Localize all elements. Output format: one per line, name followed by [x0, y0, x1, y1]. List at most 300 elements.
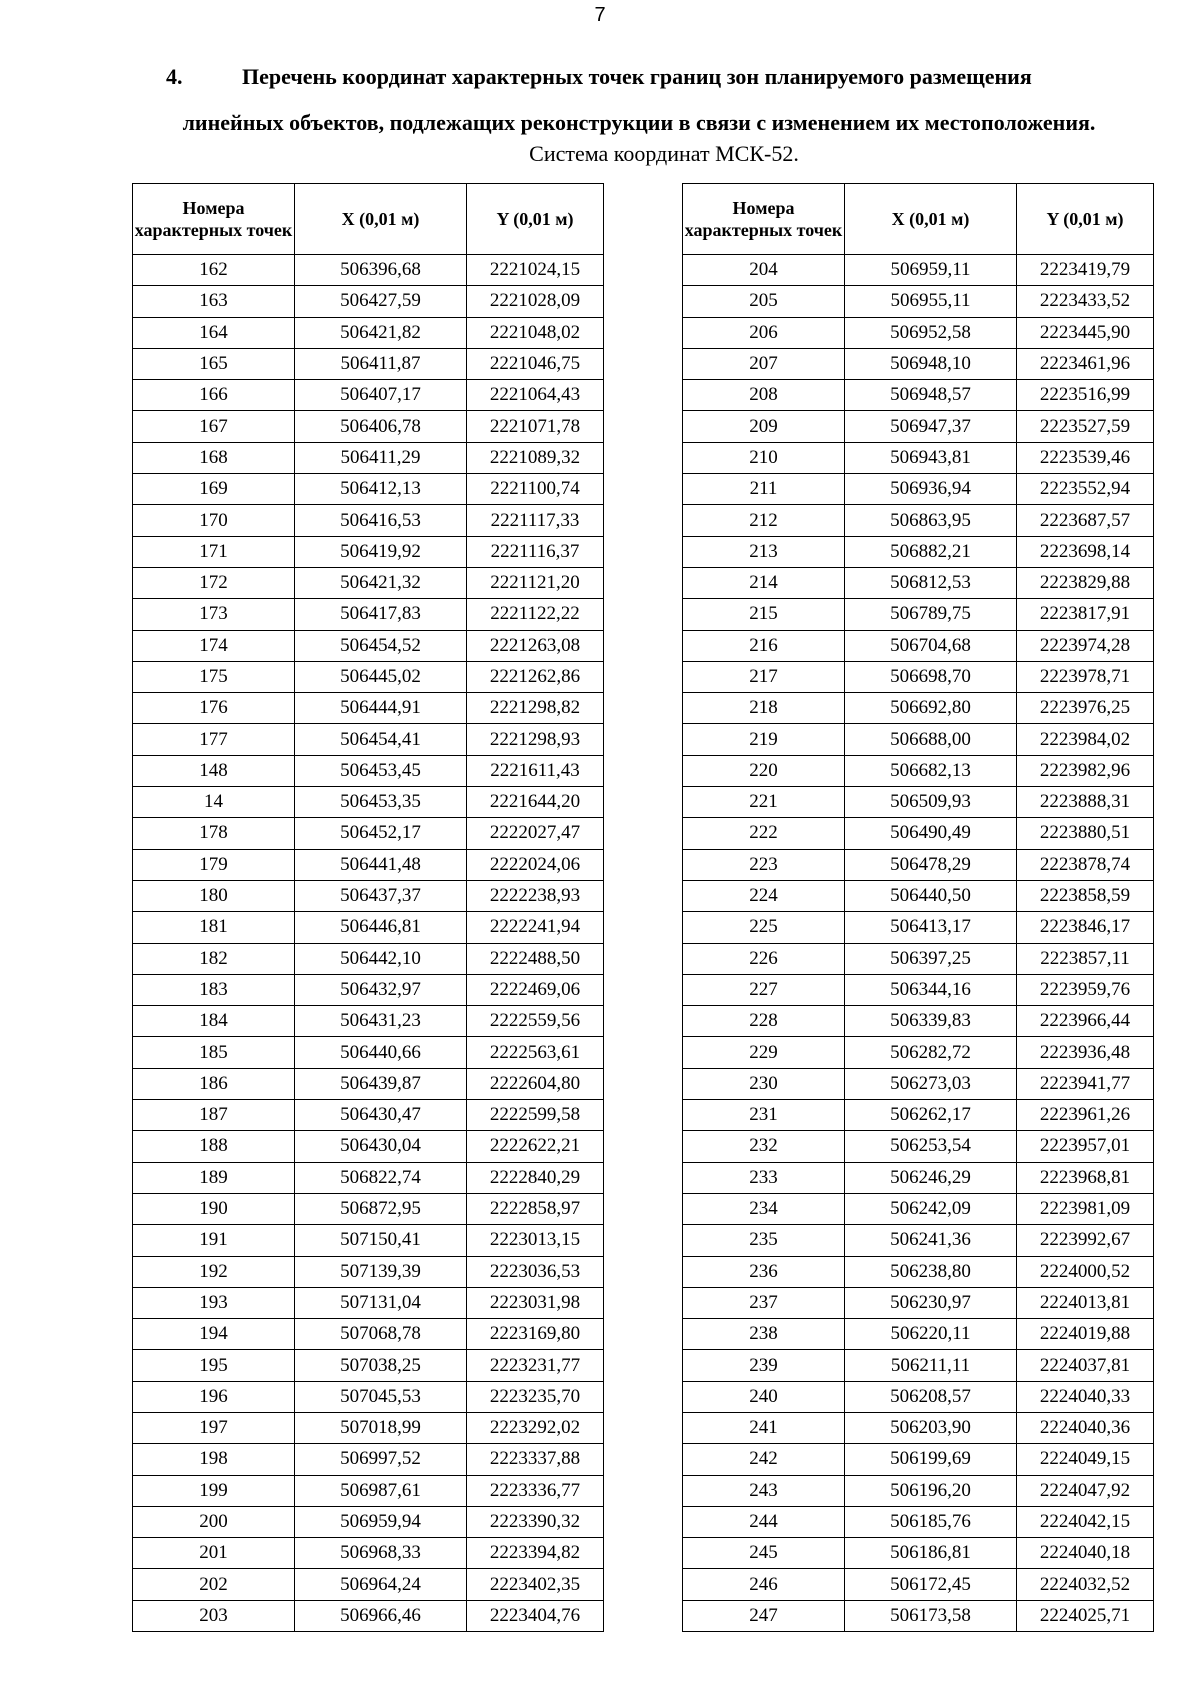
x-coordinate-cell: 506185,76: [845, 1506, 1017, 1537]
header-y: Y (0,01 м): [1017, 184, 1154, 255]
point-number-cell: 236: [683, 1256, 845, 1287]
x-coordinate-cell: 506421,82: [295, 317, 467, 348]
y-coordinate-cell: 2223539,46: [1017, 442, 1154, 473]
point-number-cell: 173: [133, 599, 295, 630]
y-coordinate-cell: 2223336,77: [467, 1475, 604, 1506]
point-number-cell: 169: [133, 474, 295, 505]
point-number-cell: 178: [133, 818, 295, 849]
x-coordinate-cell: 506242,09: [845, 1193, 1017, 1224]
table-row: [683, 880, 1154, 911]
y-coordinate-cell: 2224032,52: [1017, 1569, 1154, 1600]
y-coordinate-cell: 2223857,11: [1017, 943, 1154, 974]
table-row: [133, 661, 604, 692]
table-row: [133, 974, 604, 1005]
point-number-cell: 217: [683, 661, 845, 692]
y-coordinate-cell: 2222599,58: [467, 1100, 604, 1131]
point-number-cell: 221: [683, 787, 845, 818]
y-coordinate-cell: 2224019,88: [1017, 1319, 1154, 1350]
y-coordinate-cell: 2221028,09: [467, 286, 604, 317]
table-row: [133, 1037, 604, 1068]
y-coordinate-cell: 2223878,74: [1017, 849, 1154, 880]
y-coordinate-cell: 2223880,51: [1017, 818, 1154, 849]
point-number-cell: 235: [683, 1225, 845, 1256]
x-coordinate-cell: 506419,92: [295, 536, 467, 567]
point-number-cell: 242: [683, 1444, 845, 1475]
point-number-cell: 202: [133, 1569, 295, 1600]
point-number-cell: 193: [133, 1287, 295, 1318]
y-coordinate-cell: 2223231,77: [467, 1350, 604, 1381]
point-number-cell: 207: [683, 348, 845, 379]
x-coordinate-cell: 506453,45: [295, 755, 467, 786]
y-coordinate-cell: 2223402,35: [467, 1569, 604, 1600]
table-row: [683, 286, 1154, 317]
x-coordinate-cell: 506704,68: [845, 630, 1017, 661]
point-number-cell: 181: [133, 912, 295, 943]
table-row: [683, 1412, 1154, 1443]
table-row: [133, 286, 604, 317]
x-coordinate-cell: 506430,47: [295, 1100, 467, 1131]
x-coordinate-cell: 506427,59: [295, 286, 467, 317]
point-number-cell: 205: [683, 286, 845, 317]
x-coordinate-cell: 506692,80: [845, 693, 1017, 724]
table-row: [133, 1193, 604, 1224]
table-row: [133, 411, 604, 442]
y-coordinate-cell: 2224040,18: [1017, 1538, 1154, 1569]
point-number-cell: 229: [683, 1037, 845, 1068]
table-row: [133, 474, 604, 505]
y-coordinate-cell: 2221089,32: [467, 442, 604, 473]
x-coordinate-cell: 506943,81: [845, 442, 1017, 473]
point-number-cell: 187: [133, 1100, 295, 1131]
point-number-cell: 232: [683, 1131, 845, 1162]
x-coordinate-cell: 506955,11: [845, 286, 1017, 317]
x-coordinate-cell: 506947,37: [845, 411, 1017, 442]
x-coordinate-cell: 506430,04: [295, 1131, 467, 1162]
table-row: [133, 1538, 604, 1569]
coordinates-table-right: [682, 183, 1154, 1632]
table-row: [683, 1287, 1154, 1318]
point-number-cell: 168: [133, 442, 295, 473]
y-coordinate-cell: 2224037,81: [1017, 1350, 1154, 1381]
table-row: [133, 818, 604, 849]
x-coordinate-cell: 506246,29: [845, 1162, 1017, 1193]
x-coordinate-cell: 506199,69: [845, 1444, 1017, 1475]
point-number-cell: 179: [133, 849, 295, 880]
x-coordinate-cell: 506440,66: [295, 1037, 467, 1068]
y-coordinate-cell: 2223169,80: [467, 1319, 604, 1350]
table-row: [133, 348, 604, 379]
y-coordinate-cell: 2223013,15: [467, 1225, 604, 1256]
x-coordinate-cell: 507131,04: [295, 1287, 467, 1318]
y-coordinate-cell: 2223957,01: [1017, 1131, 1154, 1162]
table-row: [133, 1506, 604, 1537]
table-row: [683, 255, 1154, 286]
y-coordinate-cell: 2223959,76: [1017, 974, 1154, 1005]
table-row: [133, 1162, 604, 1193]
point-number-cell: 175: [133, 661, 295, 692]
y-coordinate-cell: 2223419,79: [1017, 255, 1154, 286]
x-coordinate-cell: 506440,50: [845, 880, 1017, 911]
y-coordinate-cell: 2221048,02: [467, 317, 604, 348]
table-row: [133, 880, 604, 911]
x-coordinate-cell: 506396,68: [295, 255, 467, 286]
table-row: [683, 1350, 1154, 1381]
table-row: [683, 1506, 1154, 1537]
point-number-cell: 216: [683, 630, 845, 661]
y-coordinate-cell: 2223961,26: [1017, 1100, 1154, 1131]
table-row: [683, 1569, 1154, 1600]
y-coordinate-cell: 2223445,90: [1017, 317, 1154, 348]
table-row: [683, 1444, 1154, 1475]
y-coordinate-cell: 2222238,93: [467, 880, 604, 911]
table-header-row: [683, 184, 1154, 255]
x-coordinate-cell: 506282,72: [845, 1037, 1017, 1068]
point-number-cell: 239: [683, 1350, 845, 1381]
point-number-cell: 182: [133, 943, 295, 974]
section-number: 4.: [166, 64, 183, 89]
point-number-cell: 237: [683, 1287, 845, 1318]
table-row: [133, 1350, 604, 1381]
y-coordinate-cell: 2223968,81: [1017, 1162, 1154, 1193]
table-row: [683, 536, 1154, 567]
table-header-row: [133, 184, 604, 255]
table-row: [683, 1600, 1154, 1631]
y-coordinate-cell: 2223829,88: [1017, 567, 1154, 598]
table-row: [683, 567, 1154, 598]
x-coordinate-cell: 507045,53: [295, 1381, 467, 1412]
header-point-numbers: Номера характерных точек: [683, 184, 845, 255]
table-row: [133, 912, 604, 943]
table-row: [683, 505, 1154, 536]
y-coordinate-cell: 2223390,32: [467, 1506, 604, 1537]
header-y: Y (0,01 м): [467, 184, 604, 255]
x-coordinate-cell: 506987,61: [295, 1475, 467, 1506]
y-coordinate-cell: 2223888,31: [1017, 787, 1154, 818]
x-coordinate-cell: 506208,57: [845, 1381, 1017, 1412]
x-coordinate-cell: 506439,87: [295, 1068, 467, 1099]
point-number-cell: 148: [133, 755, 295, 786]
y-coordinate-cell: 2221644,20: [467, 787, 604, 818]
point-number-cell: 245: [683, 1538, 845, 1569]
x-coordinate-cell: 506411,29: [295, 442, 467, 473]
point-number-cell: 227: [683, 974, 845, 1005]
table-row: [133, 442, 604, 473]
y-coordinate-cell: 2224040,36: [1017, 1412, 1154, 1443]
x-coordinate-cell: 507018,99: [295, 1412, 467, 1443]
y-coordinate-cell: 2223516,99: [1017, 380, 1154, 411]
point-number-cell: 243: [683, 1475, 845, 1506]
table-row: [683, 1193, 1154, 1224]
point-number-cell: 209: [683, 411, 845, 442]
table-row: [133, 567, 604, 598]
point-number-cell: 228: [683, 1006, 845, 1037]
point-number-cell: 234: [683, 1193, 845, 1224]
x-coordinate-cell: 506416,53: [295, 505, 467, 536]
table-row: [133, 1412, 604, 1443]
y-coordinate-cell: 2221046,75: [467, 348, 604, 379]
point-number-cell: 206: [683, 317, 845, 348]
point-number-cell: 163: [133, 286, 295, 317]
x-coordinate-cell: 506812,53: [845, 567, 1017, 598]
y-coordinate-cell: 2222241,94: [467, 912, 604, 943]
y-coordinate-cell: 2222840,29: [467, 1162, 604, 1193]
y-coordinate-cell: 2223992,67: [1017, 1225, 1154, 1256]
table-row: [683, 1068, 1154, 1099]
heading-line-1: Перечень координат характерных точек границ зон планируемого размещения: [242, 64, 1032, 89]
y-coordinate-cell: 2223404,76: [467, 1600, 604, 1631]
point-number-cell: 172: [133, 567, 295, 598]
y-coordinate-cell: 2221121,20: [467, 567, 604, 598]
point-number-cell: 220: [683, 755, 845, 786]
x-coordinate-cell: 506339,83: [845, 1006, 1017, 1037]
table-row: [683, 599, 1154, 630]
point-number-cell: 194: [133, 1319, 295, 1350]
y-coordinate-cell: 2222469,06: [467, 974, 604, 1005]
table-row: [683, 974, 1154, 1005]
x-coordinate-cell: 506431,23: [295, 1006, 467, 1037]
x-coordinate-cell: 506421,32: [295, 567, 467, 598]
point-number-cell: 222: [683, 818, 845, 849]
x-coordinate-cell: 506688,00: [845, 724, 1017, 755]
x-coordinate-cell: 506882,21: [845, 536, 1017, 567]
point-number-cell: 164: [133, 317, 295, 348]
point-number-cell: 199: [133, 1475, 295, 1506]
y-coordinate-cell: 2222488,50: [467, 943, 604, 974]
point-number-cell: 192: [133, 1256, 295, 1287]
x-coordinate-cell: 507038,25: [295, 1350, 467, 1381]
x-coordinate-cell: 506411,87: [295, 348, 467, 379]
table-row: [683, 1100, 1154, 1131]
y-coordinate-cell: 2221117,33: [467, 505, 604, 536]
y-coordinate-cell: 2224013,81: [1017, 1287, 1154, 1318]
table-row: [683, 317, 1154, 348]
point-number-cell: 191: [133, 1225, 295, 1256]
point-number-cell: 180: [133, 880, 295, 911]
x-coordinate-cell: 506412,13: [295, 474, 467, 505]
x-coordinate-cell: 506446,81: [295, 912, 467, 943]
y-coordinate-cell: 2222563,61: [467, 1037, 604, 1068]
x-coordinate-cell: 507139,39: [295, 1256, 467, 1287]
y-coordinate-cell: 2221263,08: [467, 630, 604, 661]
point-number-cell: 224: [683, 880, 845, 911]
section-heading: [120, 54, 1158, 146]
point-number-cell: 204: [683, 255, 845, 286]
header-x: X (0,01 м): [845, 184, 1017, 255]
x-coordinate-cell: 506789,75: [845, 599, 1017, 630]
table-row: [133, 630, 604, 661]
table-row: [133, 1287, 604, 1318]
y-coordinate-cell: 2223235,70: [467, 1381, 604, 1412]
point-number-cell: 241: [683, 1412, 845, 1443]
point-number-cell: 211: [683, 474, 845, 505]
x-coordinate-cell: 506968,33: [295, 1538, 467, 1569]
x-coordinate-cell: 506432,97: [295, 974, 467, 1005]
point-number-cell: 200: [133, 1506, 295, 1537]
x-coordinate-cell: 506822,74: [295, 1162, 467, 1193]
x-coordinate-cell: 506444,91: [295, 693, 467, 724]
y-coordinate-cell: 2223036,53: [467, 1256, 604, 1287]
table-row: [683, 411, 1154, 442]
point-number-cell: 246: [683, 1569, 845, 1600]
table-row: [683, 630, 1154, 661]
y-coordinate-cell: 2223527,59: [1017, 411, 1154, 442]
table-row: [683, 380, 1154, 411]
y-coordinate-cell: 2223981,09: [1017, 1193, 1154, 1224]
table-row: [683, 1256, 1154, 1287]
y-coordinate-cell: 2223031,98: [467, 1287, 604, 1318]
table-row: [683, 1381, 1154, 1412]
x-coordinate-cell: 506997,52: [295, 1444, 467, 1475]
x-coordinate-cell: 506413,17: [845, 912, 1017, 943]
x-coordinate-cell: 506406,78: [295, 411, 467, 442]
y-coordinate-cell: 2223941,77: [1017, 1068, 1154, 1099]
table-row: [683, 661, 1154, 692]
y-coordinate-cell: 2221116,37: [467, 536, 604, 567]
y-coordinate-cell: 2224042,15: [1017, 1506, 1154, 1537]
x-coordinate-cell: 506682,13: [845, 755, 1017, 786]
x-coordinate-cell: 506454,52: [295, 630, 467, 661]
x-coordinate-cell: 506490,49: [845, 818, 1017, 849]
table-row: [133, 1131, 604, 1162]
y-coordinate-cell: 2223978,71: [1017, 661, 1154, 692]
y-coordinate-cell: 2224049,15: [1017, 1444, 1154, 1475]
x-coordinate-cell: 506964,24: [295, 1569, 467, 1600]
x-coordinate-cell: 506936,94: [845, 474, 1017, 505]
x-coordinate-cell: 506407,17: [295, 380, 467, 411]
table-row: [133, 1381, 604, 1412]
x-coordinate-cell: 506952,58: [845, 317, 1017, 348]
point-number-cell: 165: [133, 348, 295, 379]
table-row: [683, 849, 1154, 880]
y-coordinate-cell: 2221262,86: [467, 661, 604, 692]
x-coordinate-cell: 506872,95: [295, 1193, 467, 1224]
x-coordinate-cell: 506698,70: [845, 661, 1017, 692]
point-number-cell: 167: [133, 411, 295, 442]
table-row: [133, 724, 604, 755]
table-row: [133, 755, 604, 786]
x-coordinate-cell: 506863,95: [845, 505, 1017, 536]
y-coordinate-cell: 2223292,02: [467, 1412, 604, 1443]
table-row: [133, 1475, 604, 1506]
y-coordinate-cell: 2222604,80: [467, 1068, 604, 1099]
x-coordinate-cell: 506442,10: [295, 943, 467, 974]
point-number-cell: 176: [133, 693, 295, 724]
table-row: [133, 1100, 604, 1131]
point-number-cell: 186: [133, 1068, 295, 1099]
x-coordinate-cell: 506203,90: [845, 1412, 1017, 1443]
point-number-cell: 225: [683, 912, 845, 943]
table-row: [683, 912, 1154, 943]
point-number-cell: 170: [133, 505, 295, 536]
point-number-cell: 223: [683, 849, 845, 880]
table-row: [683, 1475, 1154, 1506]
table-row: [133, 599, 604, 630]
y-coordinate-cell: 2221064,43: [467, 380, 604, 411]
x-coordinate-cell: 506397,25: [845, 943, 1017, 974]
y-coordinate-cell: 2223337,88: [467, 1444, 604, 1475]
point-number-cell: 174: [133, 630, 295, 661]
y-coordinate-cell: 2223936,48: [1017, 1037, 1154, 1068]
point-number-cell: 188: [133, 1131, 295, 1162]
x-coordinate-cell: 506344,16: [845, 974, 1017, 1005]
table-row: [683, 1319, 1154, 1350]
point-number-cell: 190: [133, 1193, 295, 1224]
point-number-cell: 184: [133, 1006, 295, 1037]
y-coordinate-cell: 2223433,52: [1017, 286, 1154, 317]
point-number-cell: 233: [683, 1162, 845, 1193]
table-row: [133, 317, 604, 348]
y-coordinate-cell: 2222024,06: [467, 849, 604, 880]
point-number-cell: 171: [133, 536, 295, 567]
point-number-cell: 244: [683, 1506, 845, 1537]
x-coordinate-cell: 506211,11: [845, 1350, 1017, 1381]
point-number-cell: 218: [683, 693, 845, 724]
coordinates-table-left: [132, 183, 604, 1632]
table-row: [683, 693, 1154, 724]
y-coordinate-cell: 2223982,96: [1017, 755, 1154, 786]
x-coordinate-cell: 506959,11: [845, 255, 1017, 286]
point-number-cell: 185: [133, 1037, 295, 1068]
y-coordinate-cell: 2223394,82: [467, 1538, 604, 1569]
table-row: [133, 536, 604, 567]
table-row: [133, 255, 604, 286]
point-number-cell: 214: [683, 567, 845, 598]
point-number-cell: 238: [683, 1319, 845, 1350]
table-row: [133, 1225, 604, 1256]
table-row: [133, 693, 604, 724]
y-coordinate-cell: 2221071,78: [467, 411, 604, 442]
y-coordinate-cell: 2224000,52: [1017, 1256, 1154, 1287]
header-x: X (0,01 м): [295, 184, 467, 255]
table-row: [683, 755, 1154, 786]
table-row: [683, 1162, 1154, 1193]
x-coordinate-cell: 506196,20: [845, 1475, 1017, 1506]
point-number-cell: 189: [133, 1162, 295, 1193]
x-coordinate-cell: 506273,03: [845, 1068, 1017, 1099]
point-number-cell: 215: [683, 599, 845, 630]
table-row: [683, 442, 1154, 473]
table-row: [133, 849, 604, 880]
x-coordinate-cell: 506441,48: [295, 849, 467, 880]
x-coordinate-cell: 506253,54: [845, 1131, 1017, 1162]
x-coordinate-cell: 506437,37: [295, 880, 467, 911]
y-coordinate-cell: 2223846,17: [1017, 912, 1154, 943]
table-row: [133, 1068, 604, 1099]
x-coordinate-cell: 506238,80: [845, 1256, 1017, 1287]
point-number-cell: 247: [683, 1600, 845, 1631]
point-number-cell: 166: [133, 380, 295, 411]
table-row: [683, 787, 1154, 818]
table-row: [683, 1131, 1154, 1162]
y-coordinate-cell: 2221611,43: [467, 755, 604, 786]
table-row: [133, 1569, 604, 1600]
table-row: [683, 1037, 1154, 1068]
y-coordinate-cell: 2221298,82: [467, 693, 604, 724]
point-number-cell: 213: [683, 536, 845, 567]
x-coordinate-cell: 507068,78: [295, 1319, 467, 1350]
table-row: [133, 380, 604, 411]
y-coordinate-cell: 2223976,25: [1017, 693, 1154, 724]
table-row: [133, 1256, 604, 1287]
y-coordinate-cell: 2222027,47: [467, 818, 604, 849]
table-row: [133, 1319, 604, 1350]
y-coordinate-cell: 2224047,92: [1017, 1475, 1154, 1506]
table-row: [133, 1600, 604, 1631]
y-coordinate-cell: 2223984,02: [1017, 724, 1154, 755]
y-coordinate-cell: 2221122,22: [467, 599, 604, 630]
table-row: [133, 1444, 604, 1475]
y-coordinate-cell: 2223687,57: [1017, 505, 1154, 536]
